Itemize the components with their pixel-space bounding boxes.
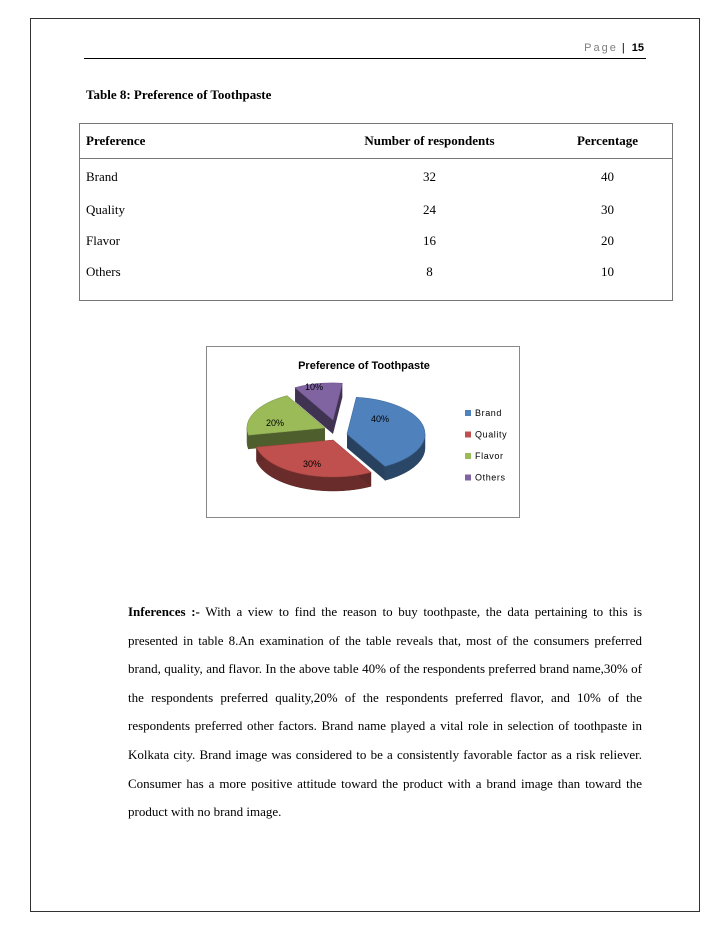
page-number-value: 15 xyxy=(631,42,644,54)
cell-respondents: 32 xyxy=(423,168,436,184)
inference-heading: Inferences :- xyxy=(128,604,200,619)
cell-percentage: 30 xyxy=(601,202,614,217)
cell-preference: Flavor xyxy=(86,233,120,248)
legend-label-others: Others xyxy=(475,472,506,483)
legend-swatch-quality xyxy=(465,432,471,438)
legend-label-quality: Quality xyxy=(475,429,508,440)
table-row xyxy=(80,257,673,301)
legend-label-brand: Brand xyxy=(475,408,503,418)
table-row xyxy=(80,226,673,257)
pie-data-label-others: 10% xyxy=(304,382,324,392)
cell-preference: Brand xyxy=(86,168,118,184)
cell-respondents: 8 xyxy=(426,264,433,279)
page-number xyxy=(584,42,644,54)
preference-table xyxy=(79,123,673,301)
pie-chart xyxy=(206,346,520,518)
legend-swatch-flavor xyxy=(465,453,471,459)
cell-percentage: 40 xyxy=(601,168,614,184)
cell-percentage: 10 xyxy=(601,264,614,279)
cell-respondents: 24 xyxy=(423,202,436,217)
table-row xyxy=(80,159,673,195)
column-header-percentage: Percentage xyxy=(537,124,673,159)
pie-data-label-flavor: 20% xyxy=(265,418,285,428)
pie-data-label-brand: 40% xyxy=(370,414,390,424)
inference-paragraph xyxy=(128,598,642,827)
cell-percentage: 20 xyxy=(601,233,614,248)
legend-swatch-others xyxy=(465,475,471,481)
column-header-preference: Preference xyxy=(80,124,317,159)
inference-body: With a view to find the reason to buy toothpaste, the data pertaining to this is presented in table 8.An examination of the table reveals that, most of the consumers preferred brand, quality, and flavor. In the above table 40% of the respondents preferred brand name,30% of the respondents preferred quality,20% of the respondents preferred flavor, and 10% of the respondents preferred other factors. Brand name played a vital role in selection of toothpaste in Kolkata city. Brand image was considered to be a consistently favorable factor as a risk reliever. Consumer has a more positive attitude toward the product with a brand image than toward the product with no brand image. xyxy=(128,604,642,820)
page-separator: | xyxy=(621,42,625,54)
cell-preference: Others xyxy=(86,264,121,279)
cell-preference: Quality xyxy=(86,202,125,217)
page-label: Page xyxy=(584,42,618,54)
pie-chart-canvas xyxy=(207,347,521,519)
table-row xyxy=(80,195,673,226)
legend-label-flavor: Flavor xyxy=(475,451,504,461)
table-title: Table 8: Preference of Toothpaste xyxy=(86,87,272,102)
cell-respondents: 16 xyxy=(423,233,436,248)
table-header-row xyxy=(80,124,673,159)
column-header-respondents: Number of respondents xyxy=(316,124,537,159)
chart-title: Preference of Toothpaste xyxy=(298,360,430,372)
legend-swatch-brand xyxy=(465,410,471,416)
header-rule xyxy=(84,58,646,59)
pie-data-label-quality: 30% xyxy=(302,459,322,469)
